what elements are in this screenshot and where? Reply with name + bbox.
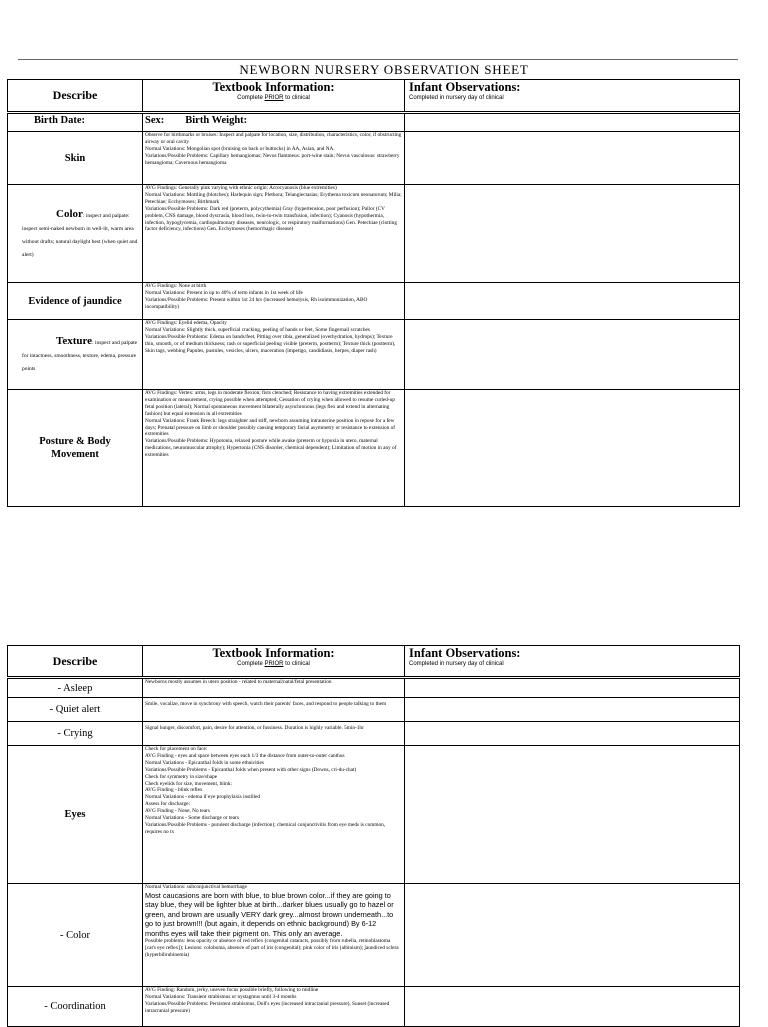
row-coordination: [8, 987, 740, 1027]
textbook-note: Complete PRIOR to clinical: [237, 95, 310, 101]
info-crying: Signal hunger, discomfort, pain, desire for attention, or fussiness. Duration is highly variable. 5min-1hr: [143, 722, 405, 746]
observation-coordination[interactable]: [405, 987, 740, 1027]
info-skin: Observe for birthmarks or bruises: Inspect and palpate for location, size, distribution, characteristics, color, if obstructing airway or oral cavity Normal Variations: Mongolian spot (bruising on back or buttocks) in AA, Asian, and NA. Variations/Possible Problems: Capillary hemangiomas; Nevus flammeus: port-wine stain; Nevus vasculosus: strawberry hemangioma; Cavernous hemangioma: [143, 132, 405, 185]
info-eye-color: [143, 884, 405, 987]
label-asleep: - Asleep: [8, 678, 143, 698]
row-crying: [8, 722, 740, 746]
header-row-2: [8, 646, 740, 678]
infant-header-2: [405, 646, 740, 678]
observation-color[interactable]: [405, 185, 740, 283]
label-color: Color: [56, 207, 83, 220]
observation-jaundice[interactable]: [405, 283, 740, 320]
observation-table-page2: [7, 645, 740, 1027]
textbook-title-2: Textbook Information:: [212, 646, 335, 660]
textbook-header: [143, 80, 405, 113]
birth-row: [8, 113, 740, 132]
label-color-cell: [8, 185, 143, 283]
label-crying: - Crying: [8, 722, 143, 746]
observation-eye-color[interactable]: [405, 884, 740, 987]
birth-date-label: Birth Date:: [8, 113, 143, 132]
info-color: AVG Findings: Generally pink varying with ethnic origin; Acrocyanosis (blue extremities) Normal Variations: Mottling (blotches); Harlequin sign; Plethora; Telangiectasias; Erythema toxicum neonatorum; Milia; Petechiae; Ecchymoses; Birthmark Variations/Possible Problems: Dark red (preterm, polycythemia) Gray (hypertension, poor perfusion); Pallor (CV problem, CNS damage, blood dyscrasia, blood loss, twin-to-twin transfusion, infection); Cyanosis (hypothermia, infection, hypoglycemia, cardiopulmonary diseases, neurologic, or respiratory malformations) Gen. Petechiae (clotting factor deficiency, infections) Gen. Ecchymoses (hemorrhagic disease): [143, 185, 405, 283]
sex-weight-label: Sex: Birth Weight:: [143, 113, 405, 132]
label-eye-color: - Color: [8, 884, 143, 987]
label-skin: Skin: [8, 132, 143, 185]
textbook-title: Textbook Information:: [212, 80, 335, 94]
top-rule: [18, 59, 738, 60]
observation-asleep[interactable]: [405, 678, 740, 698]
describe-header: Describe: [8, 80, 143, 113]
info-eye-color-bottom: Possible problems: lens opacity or absence of red reflex (congenital cataracts, possibly from rubella, retinoblastoma [cat's eye reflex]); Lesions: coloboma, absence of part of iris (congenital); pink color of iris (albinism); jaundiced sclera (hyperbilirubinemia): [145, 937, 399, 958]
row-posture: [8, 390, 740, 507]
infant-header: [405, 80, 740, 113]
label-quiet-alert: - Quiet alert: [8, 698, 143, 722]
page-title: NEWBORN NURSERY OBSERVATION SHEET: [239, 62, 529, 77]
infant-title-2: Infant Observations:: [409, 646, 521, 660]
birth-observation-cell[interactable]: [405, 113, 740, 132]
textbook-note-2: Complete PRIOR to clinical: [237, 661, 310, 667]
row-texture: [8, 320, 740, 390]
info-eye-color-body: Most caucasions are born with blue, to blue brown color...if they are going to stay blue, they will be lighter blue at birth...darker blues usually go to hazel or green, and brown are usually VERY dark grey...almost brown underneath...to go to just brown!!! (but again, it depends on ethnic background) By 6-12 months eyes will take their pigment on. This only an average.: [145, 890, 394, 938]
observation-table-page1: [7, 79, 740, 507]
header-row: [8, 80, 740, 113]
label-texture: Texture: [56, 335, 93, 347]
row-jaundice: [8, 283, 740, 320]
textbook-header-2: [143, 646, 405, 678]
observation-quiet-alert[interactable]: [405, 698, 740, 722]
row-color: [8, 185, 740, 283]
info-asleep: Newborns mostly assumes in utero position - related to maternal/natal/fetal presentation: [143, 678, 405, 698]
observation-skin[interactable]: [405, 132, 740, 185]
info-quiet-alert: Smile, vocalize, move in synchrony with speech, watch their parents' faces, and respond to people talking to them: [143, 698, 405, 722]
info-texture: AVG Findings: Eyelid edema, Opacity Normal Variations: Slightly thick, superficial cracking, peeling of hands or feet, Some fingernail scratches Variations/Possible Problems: Edema on hands/feet, Pitting over tibia, generalized (overhydration, hydrops); Texture thin, smooth, or of medium thickness; rash or superficial peeling visible (preterm, postterm); Texture thick (postterm), Skin tags, webbing Papules, pustules, vesicles, ulcers, maceration (impetigo, candidiasis, herpes, diaper rash): [143, 320, 405, 390]
observation-posture[interactable]: [405, 390, 740, 507]
label-jaundice: Evidence of jaundice: [8, 283, 143, 320]
info-jaundice: AVG Findings: None at birth Normal Variations: Present in up to 40% of term infants in 1st week of life Variations/Possible Problems: Present within 1st 24 hrs (increased hemolysis, Rh isoimmunization, ABO incompatibility): [143, 283, 405, 320]
observation-eyes[interactable]: [405, 746, 740, 884]
label-coordination: - Coordination: [8, 987, 143, 1027]
row-eye-color: [8, 884, 740, 987]
info-posture: AVG Findings: Vertex: arms, legs in moderate flexion; fists clenched; Resistance to having extremities extended for examination or measurement, crying possible when attempted; Cessation of crying when allowed to resume curled-up fetal position (lateral); Normal spontaneous movement bilaterally asynchronous (legs flex and extend in alternating fashion) but equal extension in all extremities Normal Variations: Frank Breech: legs straighter and stiff, newborn assuming intrauterine position in repose for a few days; Prenatal pressure on limb or shoulder possibly causing temporary facial asymmetry or resistance to extension of extremities Variations/Possible Problems: Hypotonia, relaxed posture while awake (preterm or hypoxia in utero, maternal medications, neuromuscular atrophy); Hypertonia (CNS disorder, chemical dependent); Limitation of motion in any of extremities: [143, 390, 405, 507]
label-eyes: Eyes: [8, 746, 143, 884]
info-eyes: Check for placement on face: AVG Finding - eyes and space between eyes each 1/3 the distance from outer-to-outer canthus Normal Variations - Epicanthal folds in some ethnicities Variations/Possible Problems - Epicanthal folds when present with other signs (Downs, cri-du-chat) Check for symmetry in size/shape Check eyelids for size, movement, blink: AVG Finding - blink reflex Normal Variations - edema if eye prophylaxis instilled Assess for discharge: AVG Finding - None, No tears Normal Variations - Some discharge or tears Variations/Possible Problems - purulent discharge (infection); chemical conjunctivitis from eye meds is common, requires no tx: [143, 746, 405, 884]
infant-title: Infant Observations:: [409, 80, 521, 94]
describe-header-2: Describe: [8, 646, 143, 678]
row-quiet-alert: [8, 698, 740, 722]
info-eye-color-top: Normal Variations: subconjunctival hemorrhage: [145, 884, 247, 890]
observation-texture[interactable]: [405, 320, 740, 390]
info-coordination: AVG Finding: Random, jerky, uneven focus possible briefly, following to midline Normal Variations: Transient strabismus or nystagmus until 3-4 months Variations/Possible Problems: Persistent strabismus, Doll's eyes (increased intracranial pressure), Sunset (increased intracranial pressure): [143, 987, 405, 1027]
label-texture-cell: [8, 320, 143, 390]
texture-note: : inspect and palpate for intactness, smoothness, texture, edema, pressure points: [22, 340, 138, 372]
row-skin: [8, 132, 740, 185]
row-asleep: [8, 678, 740, 698]
infant-note: Completed in nursery day of clinical: [409, 95, 504, 101]
color-note: : inspect and palpate: inspect semi-naked newborn in well-lit, warm area without drafts; natural daylight best (when quiet and alert): [22, 212, 138, 258]
observation-crying[interactable]: [405, 722, 740, 746]
row-eyes: [8, 746, 740, 884]
infant-note-2: Completed in nursery day of clinical: [409, 661, 504, 667]
label-posture: Posture & Body Movement: [8, 390, 143, 507]
